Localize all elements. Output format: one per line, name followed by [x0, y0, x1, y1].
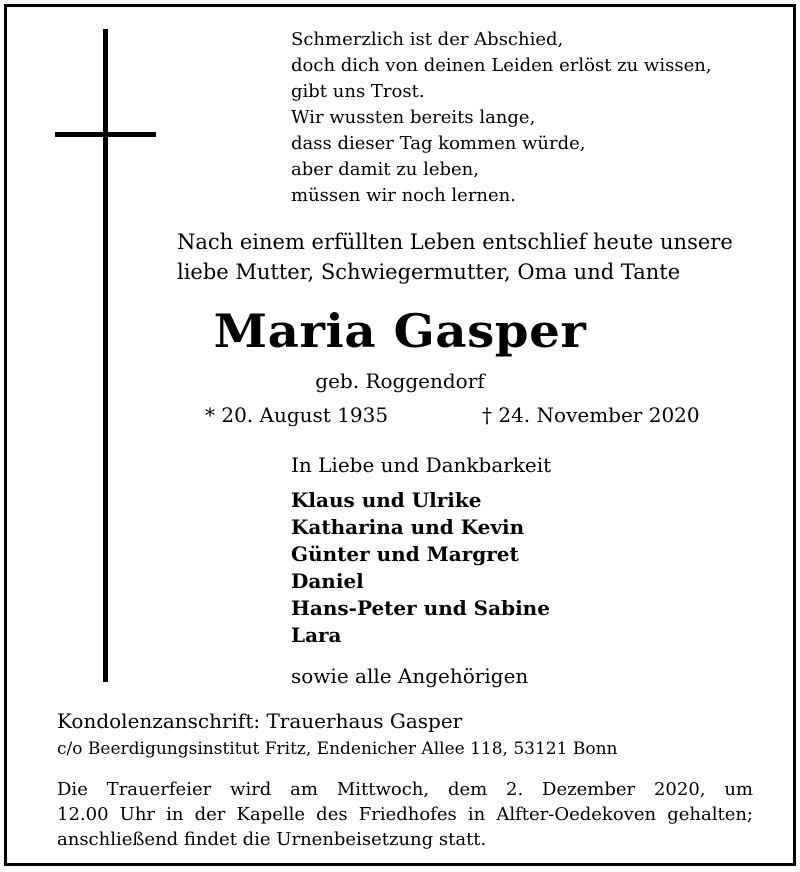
obituary-notice — [4, 4, 796, 866]
poem-line: müssen wir noch lernen. — [291, 185, 516, 206]
poem-line: Wir wussten bereits lange, — [291, 107, 536, 128]
ceremony-line: Die Trauerfeier wird am Mittwoch, dem 2. Dezember 2020, um — [57, 779, 753, 800]
intro-line: Nach einem erfüllten Leben entschlief heute unsere — [177, 230, 733, 254]
ceremony-line: anschließend findet die Urnenbeisetzung statt. — [57, 829, 487, 850]
list-item: Hans-Peter und Sabine — [291, 596, 550, 620]
cross-icon-horizontal — [55, 132, 156, 137]
mourners-intro: In Liebe und Dankbarkeit — [291, 453, 552, 477]
mourners-list — [291, 487, 550, 649]
poem-line: gibt uns Trost. — [291, 81, 425, 102]
condolence-address-title: Kondolenzanschrift: Trauerhaus Gasper — [57, 709, 463, 733]
deceased-name: Maria Gasper — [213, 304, 587, 358]
list-item: Daniel — [291, 569, 364, 593]
poem-line: aber damit zu leben, — [291, 159, 479, 180]
list-item: Klaus und Ulrike — [291, 488, 482, 512]
announcement-intro — [177, 227, 733, 287]
birth-date: * 20. August 1935 — [205, 403, 389, 427]
condolence-address: c/o Beerdigungsinstitut Fritz, Endenicher Allee 118, 53121 Bonn — [57, 739, 618, 759]
poem-line: dass dieser Tag kommen würde, — [291, 133, 586, 154]
ceremony-line: 12.00 Uhr in der Kapelle des Friedhofes in Alfter-Oedekoven gehalten; — [57, 804, 753, 825]
birth-name: geb. Roggendorf — [315, 369, 485, 393]
poem-line: doch dich von deinen Leiden erlöst zu wissen, — [291, 55, 712, 76]
poem — [291, 27, 712, 209]
ceremony-details — [57, 777, 753, 852]
list-item: Lara — [291, 623, 342, 647]
intro-line: liebe Mutter, Schwiegermutter, Oma und Tante — [177, 260, 681, 284]
list-item: Günter und Margret — [291, 542, 519, 566]
poem-line: Schmerzlich ist der Abschied, — [291, 29, 564, 50]
death-date: † 24. November 2020 — [482, 403, 700, 427]
mourners-others: sowie alle Angehörigen — [291, 664, 529, 688]
list-item: Katharina und Kevin — [291, 515, 525, 539]
